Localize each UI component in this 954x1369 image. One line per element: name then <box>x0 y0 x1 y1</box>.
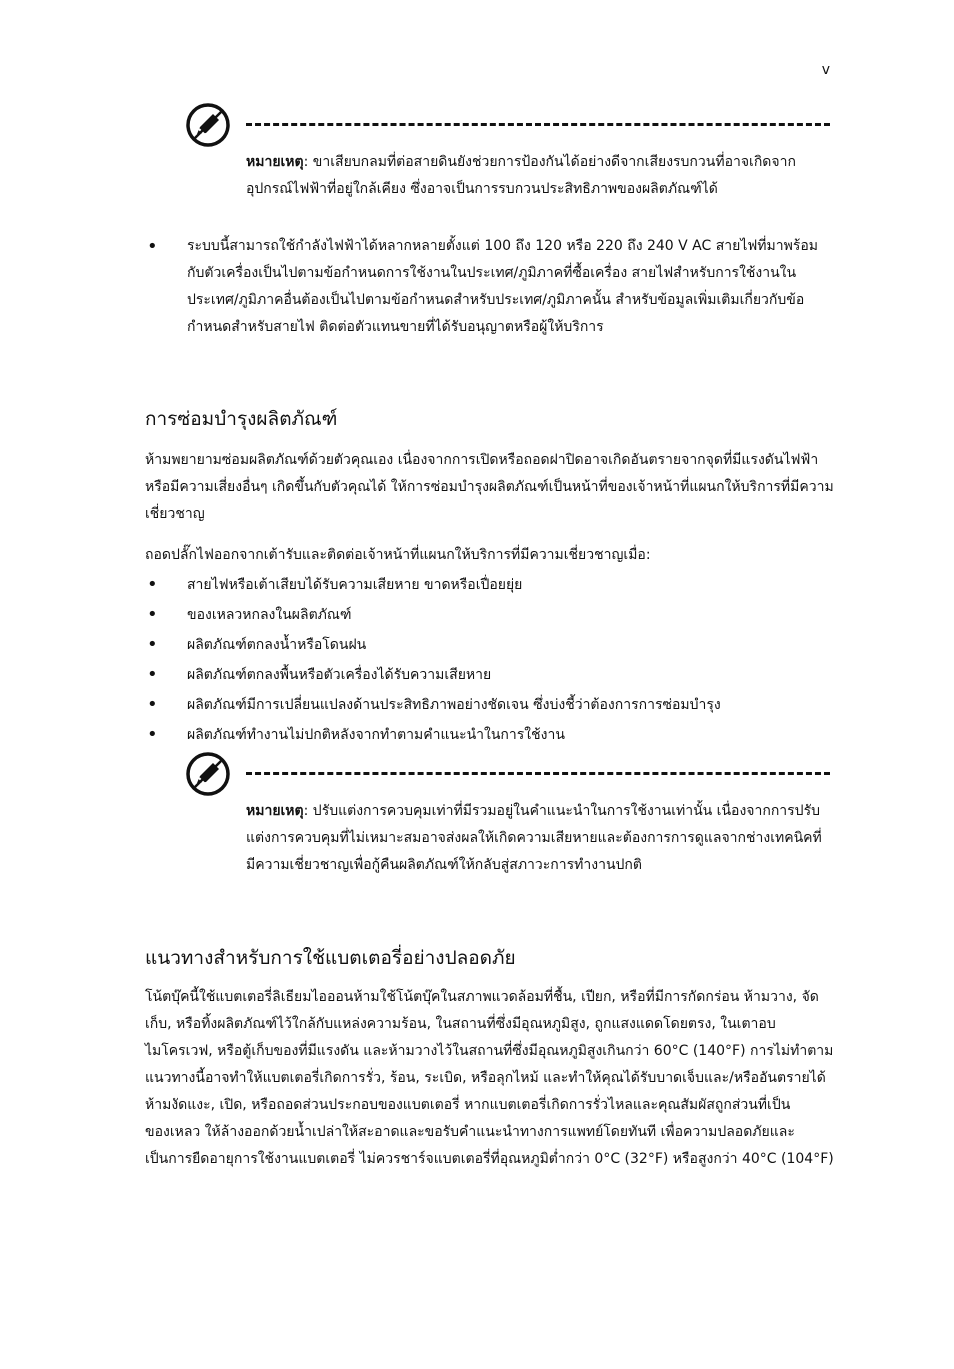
note-pen-icon <box>186 103 230 147</box>
paragraph: โน้ตบุ๊คนี้ใช้แบตเตอรี่ลิเธียมไอออนห้ามใช้โน้ตบุ๊คในสภาพแวดล้อมที่ชื้น, เปียก, หรือที่มีการกัดกร่อน ห้ามวาง, จัดเก็บ, หรือทิ้งผลิตภัณฑ์ไว้ใกล้กับแหล่งความร้อน, ในสถานที่ซึ่งมีอุณหภูมิสูง, ถูกแสงแดดโดยตรง, ในเตาอบไมโครเวฟ, หรือตู้เก็บของที่มีแรงดัน และห้ามวางไว้ในสถานที่ซึ่งมีอุณหภูมิสูงเกินกว่า 60°C (140°F) การไม่ทำตามแนวทางนี้อาจทำให้แบตเตอรี่เกิดการรั่ว, ร้อน, ระเบิด, หรือลุกไหม้ และทำให้คุณได้รับบาดเจ็บและ/หรืออันตรายได้ ห้ามงัดแงะ, เปิด, หรือถอดส่วนประกอบของแบตเตอรี่ หากแบตเตอรี่เกิดการรั่วไหลและคุณสัมผัสถูกส่วนที่เป็นของเหลว ให้ล้างออกด้วยน้ำเปล่าให้สะอาดและขอรับคำแนะนำทางการแพทย์โดยทันที เพื่อความปลอดภัยและเป็นการยืดอายุการใช้งานแบตเตอรี่ ไม่ควรชาร์จแบตเตอรี่ที่อุณหภูมิต่ำกว่า 0°C (32°F) หรือสูงกว่า 40°C (104°F) <box>145 989 834 1167</box>
section-heading: การซ่อมบำรุงผลิตภัณฑ์ <box>145 408 338 430</box>
note-label: หมายเหตุ <box>246 154 304 170</box>
note-body: : ปรับแต่งการควบคุมเท่าที่มีรวมอยู่ในคำแนะนำในการใช้งานเท่านั้น เนื่องจากการปรับแต่งการควบคุมที่ไม่เหมาะสมอาจส่งผลให้เกิดความเสียหายและต้องการการดูแลจากช่างเทคนิคที่มีความเชี่ยวชาญเพื่อกู้คืนผลิตภัณฑ์ให้กลับสู่สภาวะการทำงานปกติ <box>246 803 822 873</box>
paragraph: ห้ามพยายามซ่อมผลิตภัณฑ์ด้วยตัวคุณเอง เนื่องจากการเปิดหรือถอดฝาปิดอาจเกิดอันตรายจากจุดที่มีแรงดันไฟฟ้าหรือมีความเสี่ยงอื่นๆ เกิดขึ้นกับตัวคุณได้ ให้การซ่อมบำรุงผลิตภัณฑ์เป็นหน้าที่ของเจ้าหน้าที่แผนกให้บริการที่มีความเชี่ยวชาญ <box>145 452 834 522</box>
note-pen-icon <box>186 752 230 796</box>
list-item-text: ผลิตภัณฑ์มีการเปลี่ยนแปลงด้านประสิทธิภาพอย่างชัดเจน ซึ่งบ่งชี้ว่าต้องการการซ่อมบำรุง <box>187 697 721 713</box>
section-heading: แนวทางสำหรับการใช้แบตเตอรี่อย่างปลอดภัย <box>145 947 516 969</box>
note-divider <box>246 123 830 126</box>
list-item <box>145 570 835 600</box>
power-bullet-list <box>145 233 835 341</box>
list-item <box>145 233 835 341</box>
list-item-text: ผลิตภัณฑ์ทำงานไม่ปกติหลังจากทำตามคำแนะนำในการใช้งาน <box>187 727 565 743</box>
note-divider <box>246 772 830 775</box>
note-text <box>246 798 830 879</box>
note-label: หมายเหตุ <box>246 803 304 819</box>
list-item <box>145 720 835 750</box>
list-item-text: ระบบนี้สามารถใช้กำลังไฟฟ้าได้หลากหลายตั้งแต่ 100 ถึง 120 หรือ 220 ถึง 240 V AC สายไฟที่มาพร้อมกับตัวเครื่องเป็นไปตามข้อกำหนดการใช้งานในประเทศ/ภูมิภาคที่ซื้อเครื่อง สายไฟสำหรับการใช้งานในประเทศ/ภูมิภาคอื่นต้องเป็นไปตามข้อกำหนดสำหรับประเทศ/ภูมิภาคนั้น สำหรับข้อมูลเพิ่มเติมเกี่ยวกับข้อกำหนดสำหรับสายไฟ ติดต่อตัวแทนขายที่ได้รับอนุญาตหรือผู้ให้บริการ <box>187 238 819 335</box>
list-item-text: ของเหลวหกลงในผลิตภัณฑ์ <box>187 607 352 623</box>
bullet-icon: • <box>147 574 158 595</box>
list-item <box>145 630 835 660</box>
page-number: v <box>821 62 830 78</box>
note-body: : ขาเสียบกลมที่ต่อสายดินยังช่วยการป้องกันได้อย่างดีจากเสียงรบกวนที่อาจเกิดจากอุปกรณ์ไฟฟ้าที่อยู่ใกล้เคียง ซึ่งอาจเป็นการรบกวนประสิทธิภาพของผลิตภัณฑ์ได้ <box>246 154 796 197</box>
bullet-icon: • <box>147 236 158 257</box>
bullet-icon: • <box>147 664 158 685</box>
bullet-icon: • <box>147 604 158 625</box>
list-item-text: ผลิตภัณฑ์ตกลงน้ำหรือโดนฝน <box>187 637 367 653</box>
list-item <box>145 600 835 630</box>
list-item-text: ผลิตภัณฑ์ตกลงพื้นหรือตัวเครื่องได้รับความเสียหาย <box>187 667 492 683</box>
list-item <box>145 660 835 690</box>
bullet-icon: • <box>147 694 158 715</box>
bullet-icon: • <box>147 724 158 745</box>
note-box <box>186 103 830 203</box>
service-conditions-list <box>145 570 835 750</box>
bullet-icon: • <box>147 634 158 655</box>
paragraph: ถอดปลั๊กไฟออกจากเต้ารับและติดต่อเจ้าหน้าที่แผนกให้บริการที่มีความเชี่ยวชาญเมื่อ: <box>145 547 651 563</box>
note-box <box>186 752 830 912</box>
note-text <box>246 149 830 203</box>
list-item-text: สายไฟหรือเต้าเสียบได้รับความเสียหาย ขาดหรือเปื่อยยุ่ย <box>187 577 523 593</box>
list-item <box>145 690 835 720</box>
